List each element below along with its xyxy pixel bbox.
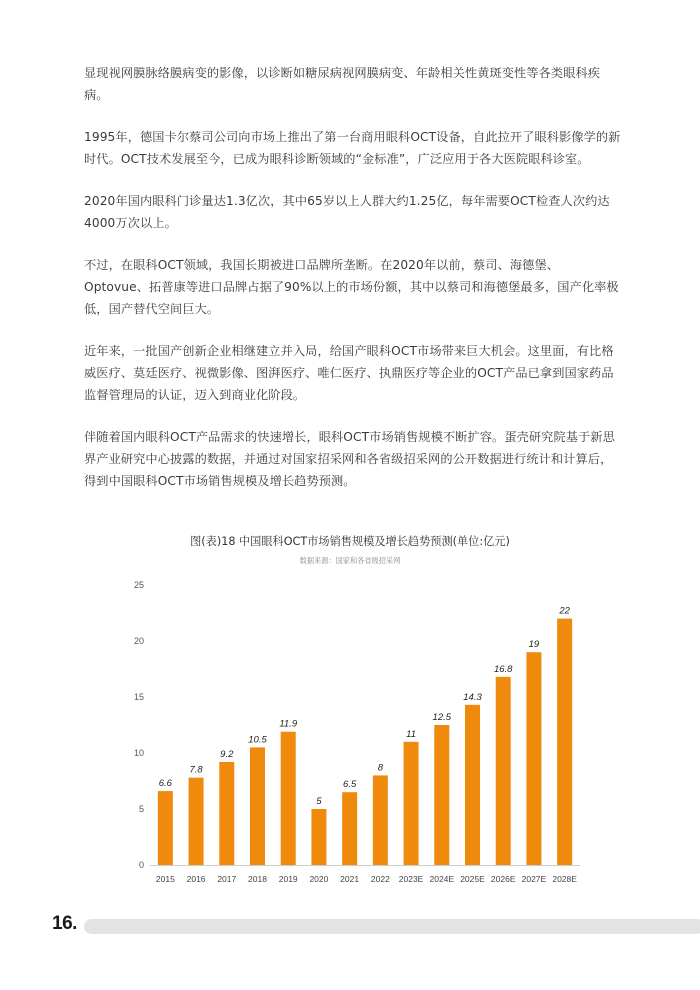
x-tick-label: 2020 [309,874,329,884]
data-label: 9.2 [220,748,234,760]
y-tick-label: 15 [133,692,144,702]
bar [526,652,541,865]
x-tick-label: 2018 [248,874,267,884]
paragraph-1: 显现视网膜脉络膜病变的影像，以诊断如糖尿病视网膜病变、年龄相关性黄斑变性等各类眼科疾病。 [84,66,601,102]
bar [311,809,326,865]
x-tick-label: 2019 [278,874,298,884]
data-label: 6.5 [343,779,357,791]
data-label: 16.8 [493,663,513,675]
data-label: 11 [406,728,417,740]
data-label: 8 [377,762,384,774]
y-tick-label: 10 [133,748,144,758]
y-tick-label: 20 [133,636,144,646]
data-label: 14.3 [463,691,482,703]
x-tick-label: 2015 [155,874,175,884]
paragraph-4: 不过，在眼科OCT领域，我国长期被进口品牌所垄断。在2020年以前，蔡司、海德堡、Optovue、拓普康等进口品牌占据了90%以上的市场份额，其中以蔡司和海德堡最多，国产化率极低，国产替代空间巨大。 [84,258,619,316]
data-label: 5 [316,796,322,807]
bar [434,725,449,865]
bar [496,677,511,865]
data-label: 19 [528,639,540,651]
data-label: 12.5 [432,712,452,723]
y-tick-label: 0 [138,860,144,870]
data-label: 10.5 [248,734,267,746]
paragraph-6: 伴随着国内眼科OCT产品需求的快速增长，眼科OCT市场销售规模不断扩容。蛋壳研究院基于新思界产业研究中心披露的数据，并通过对国家招采网和各省级招采网的公开数据进行统计和计算后，得到中国眼科OCT市场销售规模及增长趋势预测。 [84,430,615,488]
y-tick-label: 5 [138,804,144,814]
chart-title: 图(表)18 中国眼科OCT市场销售规模及增长趋势预测(单位:亿元) [190,535,510,548]
x-tick-label: 2026E [490,874,516,884]
bar [219,762,234,865]
bar [557,619,572,865]
footer-bar [84,919,700,934]
x-tick-label: 2027E [521,874,547,884]
x-tick-label: 2028E [552,874,577,884]
data-label: 6.6 [158,778,172,790]
paragraph-3: 2020年国内眼科门诊量达1.3亿次，其中65岁以上人群大约1.25亿，每年需要OCT检查人次约达4000万次以上。 [84,194,610,230]
bar [404,742,419,865]
bar [250,747,265,865]
x-tick-label: 2024E [429,874,455,884]
data-label: 11.9 [279,718,298,730]
x-tick-label: 2016 [186,874,206,884]
bar [158,791,173,865]
x-tick-label: 2025E [460,874,485,884]
x-tick-label: 2017 [217,874,237,884]
x-tick-label: 2022 [370,874,390,884]
x-tick-label: 2021 [340,874,360,884]
bar [342,792,357,865]
bar [189,778,204,865]
paragraph-5: 近年来，一批国产创新企业相继建立并入局，给国产眼科OCT市场带来巨大机会。这里面，有比格威医疗、莫廷医疗、视微影像、图湃医疗、唯仁医疗、执鼎医疗等企业的OCT产品已拿到国家药品监督管理局的认证，迈入到商业化阶段。 [84,344,614,402]
y-tick-label: 25 [133,580,144,590]
page-number: 16. [52,913,77,934]
bar [465,705,480,865]
x-tick-label: 2023E [398,874,424,884]
paragraph-2: 1995年，德国卡尔蔡司公司向市场上推出了第一台商用眼科OCT设备，自此拉开了眼科影像学的新时代。OCT技术发展至今，已成为眼科诊断领域的“金标准”，广泛应用于各大医院眼科诊室。 [84,130,621,166]
chart-source: 数据来源：国家和各省级招采网 [299,556,401,565]
bar [281,732,296,865]
bar [373,775,388,865]
data-label: 7.8 [189,764,203,776]
data-label: 22 [559,605,570,617]
